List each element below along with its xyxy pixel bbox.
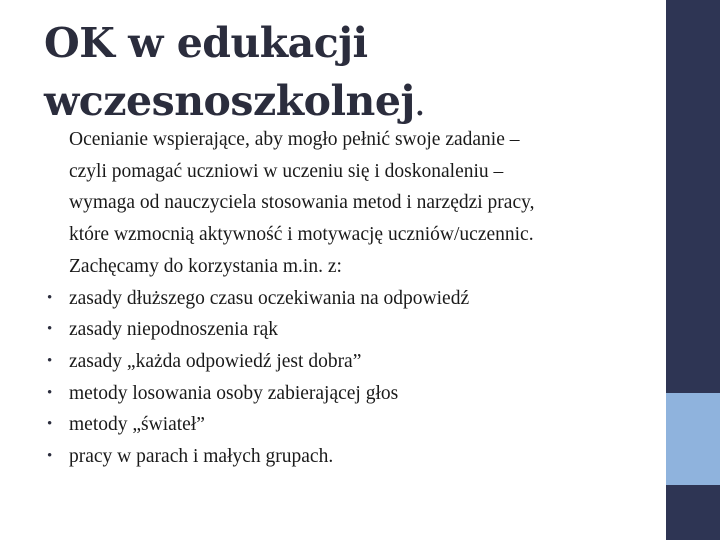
bullet-icon: • bbox=[47, 352, 53, 369]
bullet-text: zasady dłuższego czasu oczekiwania na odpowiedź bbox=[69, 287, 470, 309]
bullet-text: metody „świateł” bbox=[69, 414, 205, 436]
bullet-list bbox=[47, 283, 659, 473]
bullet-icon: • bbox=[47, 321, 53, 338]
bullet-text: pracy w parach i małych grupach. bbox=[69, 446, 334, 468]
bullet-text: zasady niepodnoszenia rąk bbox=[69, 319, 278, 341]
bullet-item bbox=[47, 441, 659, 473]
bullet-text: metody losowania osoby zabierającej głos bbox=[69, 382, 399, 404]
bullet-item bbox=[47, 346, 659, 378]
slide-title-line-1: OK w edukacji bbox=[44, 19, 368, 67]
bullet-item bbox=[47, 409, 659, 441]
slide-title bbox=[44, 14, 644, 130]
bullet-icon: • bbox=[47, 448, 53, 465]
bullet-icon: • bbox=[47, 289, 53, 306]
bullet-icon: • bbox=[47, 384, 53, 401]
bullet-icon: • bbox=[47, 416, 53, 433]
slide-body bbox=[47, 124, 659, 473]
intro-line: czyli pomagać uczniowi w uczeniu się i doskonaleniu – bbox=[69, 160, 504, 182]
slide-title-line-2 bbox=[44, 72, 644, 130]
bullet-item bbox=[47, 378, 659, 410]
slide-title-line-2-text: wczesnoszkolnej bbox=[44, 77, 415, 125]
intro-paragraph bbox=[69, 124, 659, 283]
intro-line: Ocenianie wspierające, aby mogło pełnić swoje zadanie – bbox=[69, 129, 520, 150]
bullet-item bbox=[47, 283, 659, 315]
sidebar-accent-block bbox=[666, 393, 720, 485]
slide-title-period: . bbox=[414, 78, 425, 124]
intro-line: wymaga od nauczyciela stosowania metod i narzędzi pracy, bbox=[69, 192, 535, 214]
bullet-text: zasady „każda odpowiedź jest dobra” bbox=[69, 350, 362, 372]
intro-line: które wzmocnią aktywność i motywację uczniów/uczennic. bbox=[69, 224, 534, 246]
bullet-item bbox=[47, 314, 659, 346]
intro-line: Zachęcamy do korzystania m.in. z: bbox=[69, 255, 342, 277]
